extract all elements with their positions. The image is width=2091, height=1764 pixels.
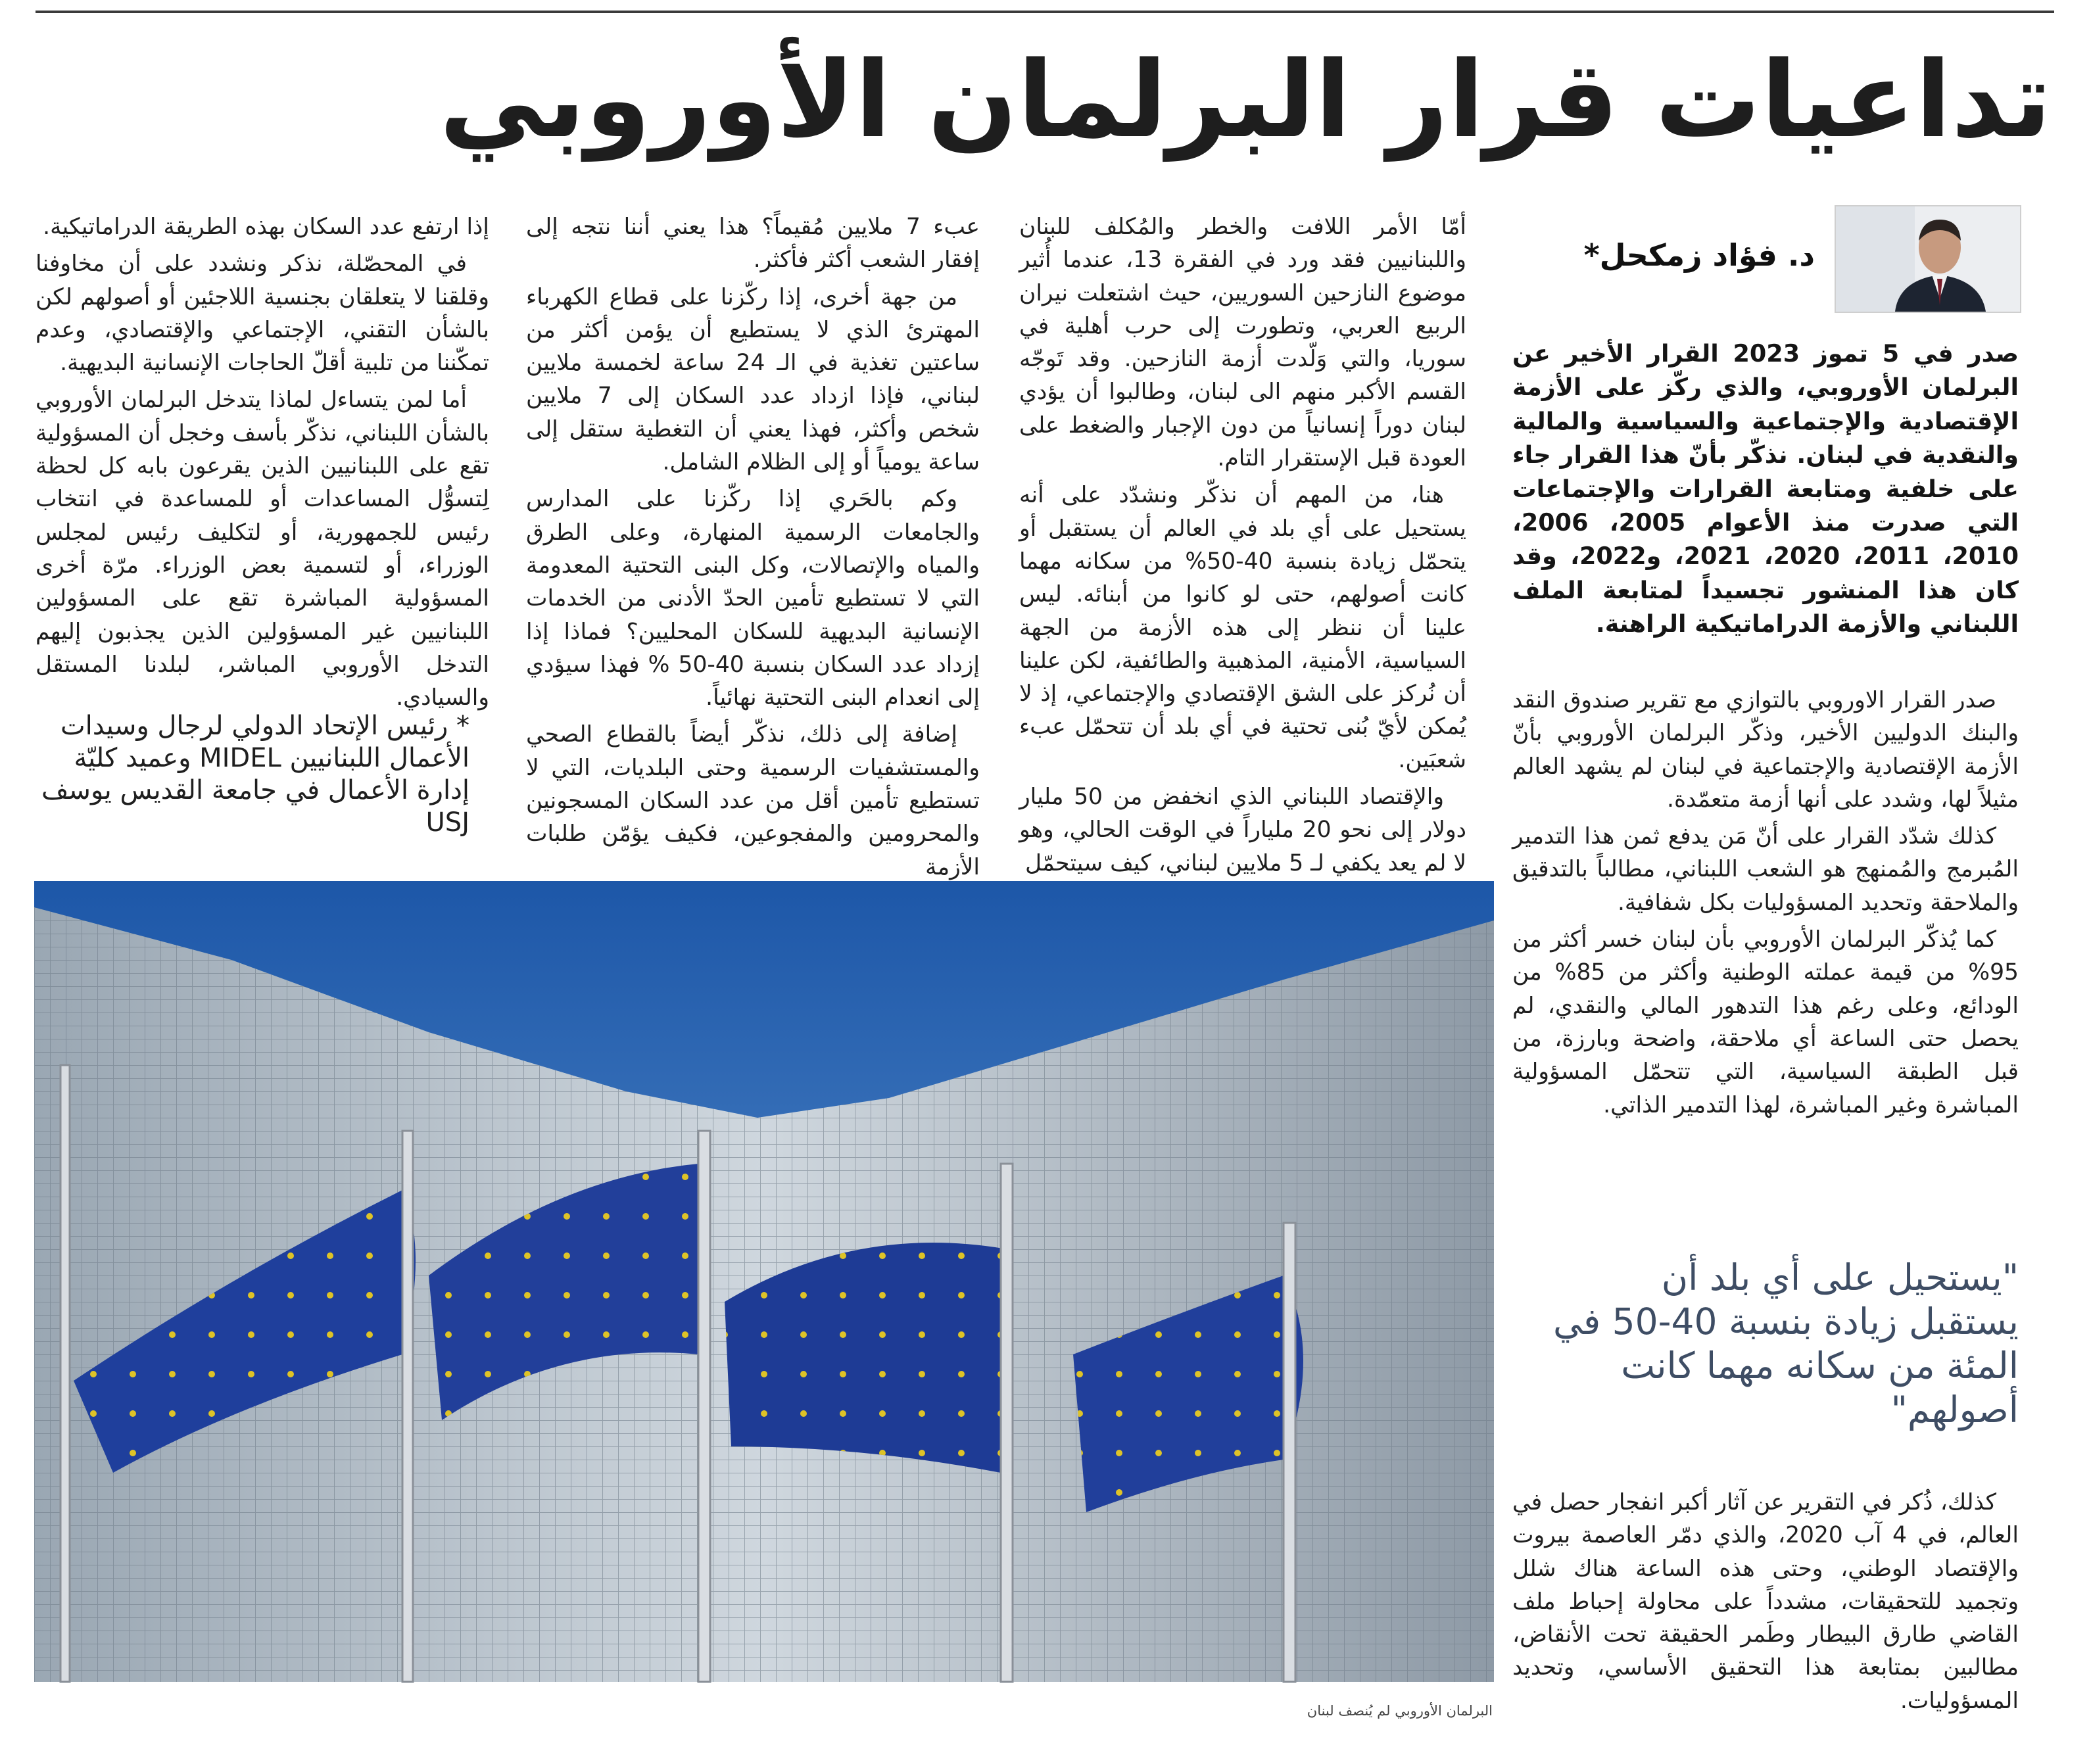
paragraph: أمّا الأمر اللافت والخطر والمُكلف للبنان واللبنانيين فقد ورد في الفقرة 13، عندما أُثير موضوع النازحين السوريين، حيث اشتعلت نيران الربيع العربي، وتطورت إلى حرب أهلية في سوريا، والتي وَلّدت أزمة النازحين. وقد تَوجّه القسم الأكبر منهم الى لبنان، وطالبوا أن يؤدي لبنان دوراً إنسانياً من دون الإجبار والضغط على العودة قبل الإستقرار التام. [1019, 214, 1466, 472]
paragraph: كذلك، ذُكر في التقرير عن آثار أكبر انفجار حصل في العالم، في 4 آب 2020، والذي دمّر العاصمة بيروت والإقتصاد الوطني، وحتى هذه الساعة هناك شلل وتجميد للتحقيقات، مشدداً على محاولة إحباط ملف القاضي طارق البيطار وطَمر الحقيقة تحت الأنقاض، مطالبين بمتابعة هذا التحقيق الأساسي، وتحديد المسؤوليات. [1512, 1489, 2019, 1714]
paragraph: كما يُذكّر البرلمان الأوروبي بأن لبنان خسر أكثر من 95% من قيمة عملته الوطنية وأكثر من 85% من الودائع، وعلى رغم هذا التدهور المالي والنقدي، لم يحصل حتى الساعة أي ملاحقة، واضحة وبارزة، من قبل الطبقة السياسية، التي تتحمّل المسؤولية المباشرة وغير المباشرة، لهذا التدمير الذاتي. [1512, 926, 2019, 1118]
paragraph: إذا ارتفع عدد السكان بهذه الطريقة الدراماتيكية. [43, 214, 489, 240]
paragraph: أما لمن يتساءل لماذا يتدخل البرلمان الأوروبي بالشأن اللبناني، نذكّر بأسف وخجل أن المسؤولية تقع على اللبنانيين الذين يقرعون بابه كل لحظة لِتسوُّل المساعدات أو للمساعدة في انتخاب رئيس للجمهورية، أو لتكليف رئيس لمجلس الوزراء، أو لتسمية بعض الوزراء. مرّة أخرى المسؤولية المباشرة تقع على المسؤولين اللبنانيين غير المسؤولين الذين يجذبون إليهم التدخل الأوروبي المباشر، لبلدنا المستقل والسيادي. [36, 387, 489, 711]
paragraph: من جهة أخرى، إذا ركّزنا على قطاع الكهرباء المهترئ الذي لا يستطيع أن يؤمن أكثر من ساعتين تغذية في الـ 24 ساعة لخمسة ملايين لبناني، فإذا ازداد عدد السكان إلى 7 ملايين شخص وأكثر، فهذا يعني أن التغطية ستقل إلى ساعة يومياً أو إلى الظلام الشامل. [526, 283, 980, 476]
paragraph: صدر القرار الاوروبي بالتوازي مع تقرير صندوق النقد والبنك الدوليين الأخير، وذكّر البرلمان الأوروبي بأنّ الأزمة الإقتصادية والإجتماعية في لبنان لم يشهد العالم مثيلاً لها، وشدد على أنها أزمة متعمّدة. [1512, 687, 2019, 813]
paragraph: وكم بالحَري إذا ركّزنا على المدارس والجامعات الرسمية المنهارة، وعلى الطرق والمياه والإتصالات، وكل البنى التحتية المعدومة التي لا تستطيع تأمين الحدّ الأدنى من الخدمات الإنسانية البديهية للسكان المحليين؟ فماذا إذا إزداد عدد السكان بنسبة 40-50 % فهذا سيؤدي إلى انعدام البنى التحتية نهائياً. [526, 486, 980, 711]
paragraph: كذلك شدّد القرار على أنّ مَن يدفع ثمن هذا التدمير المُبرمج والمُمنهج هو الشعب اللبناني، مطالباً بالتدقيق والملاحقة وتحديد المسؤوليات بكل شفافية. [1512, 823, 2019, 916]
author-name: د. فؤاد زمكحل* [1583, 237, 1815, 273]
top-rule [36, 11, 2054, 13]
photo-caption: البرلمان الأوروبي لم يُنصف لبنان [1307, 1703, 1493, 1719]
column-2 [1019, 210, 1466, 876]
paragraph: هنا، من المهم أن نذكّر ونشدّد على أنه يستحيل على أي بلد في العالم أن يستقبل أو يتحمّل زيادة بنسبة 40-50% من سكانه مهما كانت أصولهم، حتى لو كانوا من أبنائه. ليس علينا أن ننظر إلى هذه الأزمة من الجهة السياسية، الأمنية، المذهبية والطائفية، لكن علينا أن نُركز على الشق الإقتصادي والإجتماعي، إذ لا يُمكن لأيّ بُنى تحتية في أي بلد أن تتحمّل عبء شعبَين. [1019, 482, 1466, 773]
column-1-top [1512, 684, 2019, 1249]
author-bio: * رئيس الإتحاد الدولي لرجال وسيدات الأعمال اللبنانيين MIDEL وعميد كليّة إدارة الأعمال في جامعة القديس يوسف USJ [41, 711, 469, 838]
column-4 [36, 210, 489, 711]
article-headline: تداعيات قرار البرلمان الأوروبي [439, 38, 2052, 161]
paragraph: في المحصّلة، نذكر ونشدد على أن مخاوفنا وقلقنا لا يتعلقان بجنسية اللاجئين أو أصولهم لكن بالشأن التقني، الإجتماعي والإقتصادي، وعدم تمكّننا من تلبية أقلّ الحاجات الإنسانية البديهية. [36, 250, 489, 377]
column-3 [526, 210, 980, 880]
pull-quote: "يستحيل على أي بلد أن يستقبل زيادة بنسبة 40-50 في المئة من سكانه مهما كانت أصولهم" [1553, 1256, 2019, 1431]
article-lead: صدر في 5 تموز 2023 القرار الأخير عن البرلمان الأوروبي، والذي ركّز على الأزمة الإقتصادية والإجتماعية والسياسية والمالية والنقدية في لبنان. نذكّر بأنّ هذا القرار جاء على خلفية ومتابعة القرارات والإجتماعات التي صدرت منذ الأعوام 2005، 2006، 2010، 2011، 2020، 2021، و2022، وقد كان هذا المنشور تجسيداً لمتابعة الملف اللبناني والأزمة الدراماتيكية الراهنة. [1512, 339, 2019, 638]
author-photo [1835, 205, 2021, 313]
column-1-bottom [1512, 1486, 2019, 1749]
paragraph: إضافة إلى ذلك، نذكّر أيضاً بالقطاع الصحي والمستشفيات الرسمية وحتى البلديات، التي لا تستطيع تأمين أقل من عدد السكان المسجونين والمحرومين والمفجوعين، فكيف يؤمّن طلبات الأزمة [526, 721, 980, 880]
article-photo-eu-flags [34, 881, 1494, 1682]
paragraph: والإقتصاد اللبناني الذي انخفض من 50 مليار دولار إلى نحو 20 ملياراً في الوقت الحالي، وهو لا لم يعد يكفي لـ 5 ملايين لبناني، كيف سيتحمّل [1019, 784, 1466, 876]
paragraph: عبء 7 ملايين مُقيماً؟ هذا يعني أننا نتجه إلى إفقار الشعب أكثر فأكثر. [526, 214, 980, 274]
